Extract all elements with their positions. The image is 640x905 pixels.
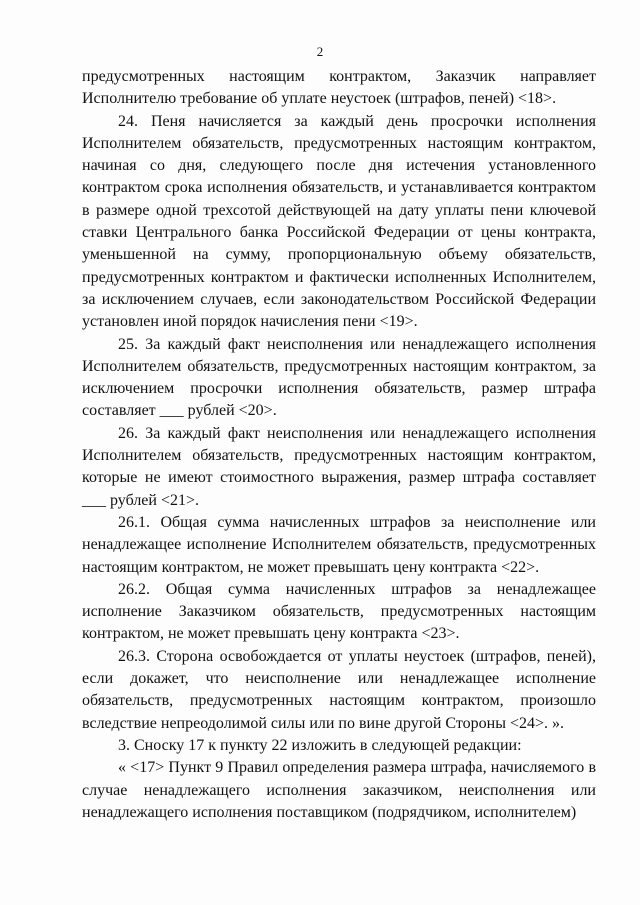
paragraph-26: 26. За каждый факт неисполнения или ненадлежащего исполнения Исполнителем обязательств, предусмотренных настоящим контрактом, которые не имеют стоимостного выражения, размер штрафа составляет ___ рублей <21>.	[82, 424, 596, 509]
document-body	[82, 66, 596, 824]
paragraph-26-3: 26.3. Сторона освобождается от уплаты неустоек (штрафов, пеней), если докажет, что неисполнение или ненадлежащее исполнение обязательств, предусмотренных настоящим контрактом, произошло вследствие непреодолимой силы или по вине другой Стороны <24>. ».	[82, 647, 596, 732]
paragraph-26-2: 26.2. Общая сумма начисленных штрафов за ненадлежащее исполнение Заказчиком обязательств, предусмотренных настоящим контрактом, не может превышать цену контракта <23>.	[82, 580, 596, 643]
paragraph-3: 3. Сноску 17 к пункту 22 изложить в следующей редакции:	[118, 736, 522, 754]
page-number: 2	[316, 44, 324, 59]
paragraph-footnote-17: « <17> Пункт 9 Правил определения размера штрафа, начисляемого в случае ненадлежащего исполнения заказчиком, неисполнения или ненадлежащего исполнения поставщиком (подрядчиком, исполнителем)	[82, 759, 596, 821]
paragraph-26-1: 26.1. Общая сумма начисленных штрафов за неисполнение или ненадлежащее исполнение Исполнителем обязательств, предусмотренных настоящим контрактом, не может превышать цену контракта <22>.	[82, 513, 596, 576]
paragraph-24: 24. Пеня начисляется за каждый день просрочки исполнения Исполнителем обязательств, предусмотренных настоящим контрактом, начиная со дня, следующего после дня истечения установленного контрактом срока исполнения обязательств, и устанавливается контрактом в размере одной трехсотой действующей на дату уплаты пени ключевой ставки Центрального банка Российской Федерации от цены контракта, уменьшенной на сумму, пропорциональную объему обязательств, предусмотренных контрактом и фактически исполненных Исполнителем, за исключением случаев, если законодательством Российской Федерации установлен иной порядок начисления пени <19>.	[82, 112, 596, 331]
paragraph-continuation: предусмотренных настоящим контрактом, Заказчик направляет Исполнителю требование об уплате неустоек (штрафов, пеней) <18>.	[82, 68, 596, 108]
paragraph-25: 25. За каждый факт неисполнения или ненадлежащего исполнения Исполнителем обязательств, предусмотренных настоящим контрактом, за исключением просрочки исполнения обязательств, размер штрафа составляет ___ рублей <20>.	[82, 335, 596, 420]
